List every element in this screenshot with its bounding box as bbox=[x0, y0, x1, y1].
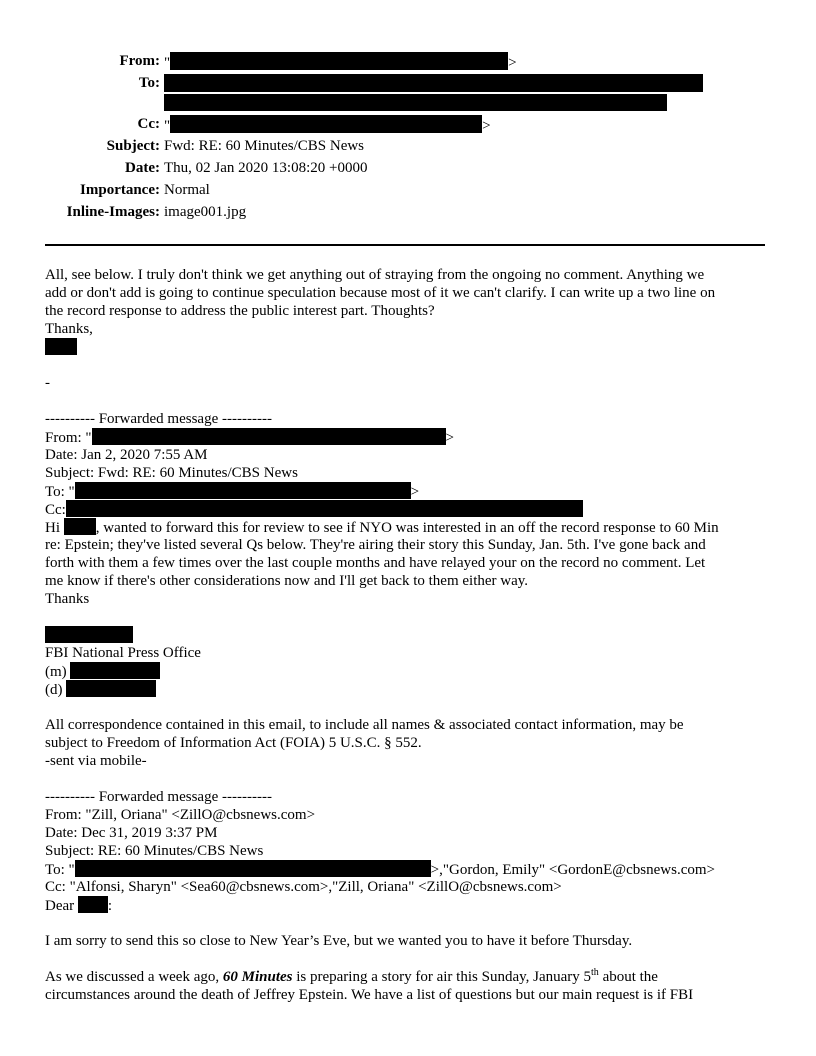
dear-colon: : bbox=[107, 898, 113, 914]
forward-hi: Hi bbox=[45, 520, 60, 536]
signature-redacted bbox=[45, 338, 771, 356]
forward-cc-prefix: Cc: bbox=[45, 502, 66, 518]
forward-to-suffix: > bbox=[410, 484, 420, 500]
forward-to bbox=[45, 482, 771, 500]
inline-images-label: Inline-Images: bbox=[66, 204, 160, 220]
redaction-block bbox=[75, 482, 411, 499]
forward-body-text: , wanted to forward this for review to see if NYO was interested in an off the record response to 60 Min bbox=[95, 520, 719, 536]
forward-cc bbox=[45, 500, 771, 518]
forward2-paragraph: circumstances around the death of Jeffrey Epstein. We have a list of questions but our main request is if FBI bbox=[45, 987, 694, 1003]
date-label: Date: bbox=[125, 160, 160, 176]
forward2-cc: Cc: "Alfonsi, Sharyn" <Sea60@cbsnews.com>,"Zill, Oriana" <ZillO@cbsnews.com> bbox=[45, 879, 562, 895]
importance-value: Normal bbox=[164, 182, 210, 198]
from-bracket: > bbox=[508, 55, 517, 71]
message-line: add or don't add is going to continue speculation because most of it we can't clarify. I can write up a two line on bbox=[45, 285, 716, 301]
header-cc-row bbox=[0, 115, 816, 135]
message-line: the record response to address the public interest part. Thoughts? bbox=[45, 303, 435, 319]
redaction-block bbox=[92, 428, 446, 445]
redaction-block bbox=[66, 680, 156, 697]
forward-subject: Subject: Fwd: RE: 60 Minutes/CBS News bbox=[45, 465, 298, 481]
redaction-block bbox=[70, 662, 160, 679]
forward2-dear bbox=[45, 896, 771, 914]
header-from-row bbox=[0, 52, 816, 72]
press-office: FBI National Press Office bbox=[45, 645, 201, 661]
show-title: 60 Minutes bbox=[222, 969, 293, 985]
header-date-row bbox=[0, 159, 816, 179]
redaction-block bbox=[66, 500, 583, 517]
header-importance-row bbox=[0, 181, 816, 201]
to-value-2 bbox=[164, 94, 667, 113]
importance-label: Importance: bbox=[80, 182, 160, 198]
forward2-from: From: "Zill, Oriana" <ZillO@cbsnews.com> bbox=[45, 807, 316, 823]
sent-via-mobile: -sent via mobile- bbox=[45, 753, 147, 769]
dear-text: Dear bbox=[45, 898, 75, 914]
forward-body-line: me know if there's other considerations now and I'll get back to them either way. bbox=[45, 573, 529, 589]
to-label: To: bbox=[138, 75, 160, 91]
subject-label: Subject: bbox=[106, 138, 160, 154]
redaction-block bbox=[78, 896, 108, 913]
message-dash: - bbox=[45, 375, 50, 391]
subject-value: Fwd: RE: 60 Minutes/CBS News bbox=[164, 138, 365, 154]
cc-quote: " bbox=[164, 118, 171, 134]
foia-disclaimer: subject to Freedom of Information Act (FOIA) 5 U.S.C. § 552. bbox=[45, 735, 422, 751]
from-quote: " bbox=[164, 55, 171, 71]
forward-thanks: Thanks bbox=[45, 591, 90, 607]
para2-text: As we discussed a week ago, bbox=[45, 969, 223, 985]
message-body bbox=[45, 266, 771, 1004]
redaction-block bbox=[164, 74, 703, 92]
forward-from bbox=[45, 428, 771, 446]
redaction-block bbox=[164, 94, 667, 111]
redaction-block bbox=[170, 115, 482, 133]
header-subject-row bbox=[0, 137, 816, 157]
cc-label: Cc: bbox=[137, 116, 160, 132]
forward-divider: ---------- Forwarded message ---------- bbox=[45, 789, 272, 805]
mobile-label: (m) bbox=[45, 664, 67, 680]
redaction-block bbox=[170, 52, 508, 70]
header-to-row-2 bbox=[0, 94, 816, 114]
forward-date: Date: Jan 2, 2020 7:55 AM bbox=[45, 447, 208, 463]
ordinal-suffix: th bbox=[591, 967, 599, 978]
from-label: From: bbox=[119, 53, 160, 69]
forward-body-line: re: Epstein; they've listed several Qs below. They're airing their story this Sunday, Jan. 5th. I've gone back and bbox=[45, 537, 706, 553]
desk-number bbox=[45, 680, 771, 698]
redaction-block bbox=[64, 518, 96, 535]
header-divider bbox=[45, 244, 765, 246]
forward2-paragraph bbox=[45, 968, 771, 986]
forward-body-line bbox=[45, 518, 771, 536]
date-value: Thu, 02 Jan 2020 13:08:20 +0000 bbox=[164, 160, 368, 176]
redaction-block bbox=[45, 338, 77, 355]
message-line: All, see below. I truly don't think we get anything out of straying from the ongoing no comment. Anything we bbox=[45, 267, 705, 283]
desk-label: (d) bbox=[45, 682, 63, 698]
forward-divider: ---------- Forwarded message ---------- bbox=[45, 411, 272, 427]
forward-from-suffix: > bbox=[445, 430, 455, 446]
forward2-to bbox=[45, 860, 771, 878]
redaction-block bbox=[45, 626, 133, 643]
header-inline-images-row bbox=[0, 203, 816, 223]
inline-images-value: image001.jpg bbox=[164, 204, 247, 220]
para2-text: is preparing a story for air this Sunday, January 5 bbox=[292, 969, 592, 985]
forward-body-line: forth with them a few times over the last couple months and have relayed your on the record no comment. Let bbox=[45, 555, 706, 571]
cc-bracket: > bbox=[482, 118, 491, 134]
sender-name-redacted bbox=[45, 626, 771, 644]
to-value bbox=[164, 74, 703, 94]
mobile-number bbox=[45, 662, 771, 680]
cc-value bbox=[164, 115, 491, 135]
forward-from-prefix: From: " bbox=[45, 430, 92, 446]
from-value bbox=[164, 52, 517, 72]
message-thanks: Thanks, bbox=[45, 321, 93, 337]
para2-text: about the bbox=[598, 969, 658, 985]
forward-to-prefix: To: " bbox=[45, 484, 75, 500]
forward2-paragraph: I am sorry to send this so close to New Year’s Eve, but we wanted you to have it before Thursday. bbox=[45, 933, 633, 949]
forward2-date: Date: Dec 31, 2019 3:37 PM bbox=[45, 825, 218, 841]
forward2-subject: Subject: RE: 60 Minutes/CBS News bbox=[45, 843, 264, 859]
foia-disclaimer: All correspondence contained in this email, to include all names & associated contact information, may be bbox=[45, 717, 684, 733]
forward2-to-prefix: To: " bbox=[45, 862, 75, 878]
header-to-row bbox=[0, 74, 816, 94]
redaction-block bbox=[75, 860, 431, 877]
forward2-to-suffix: >,"Gordon, Emily" <GordonE@cbsnews.com> bbox=[430, 862, 715, 878]
